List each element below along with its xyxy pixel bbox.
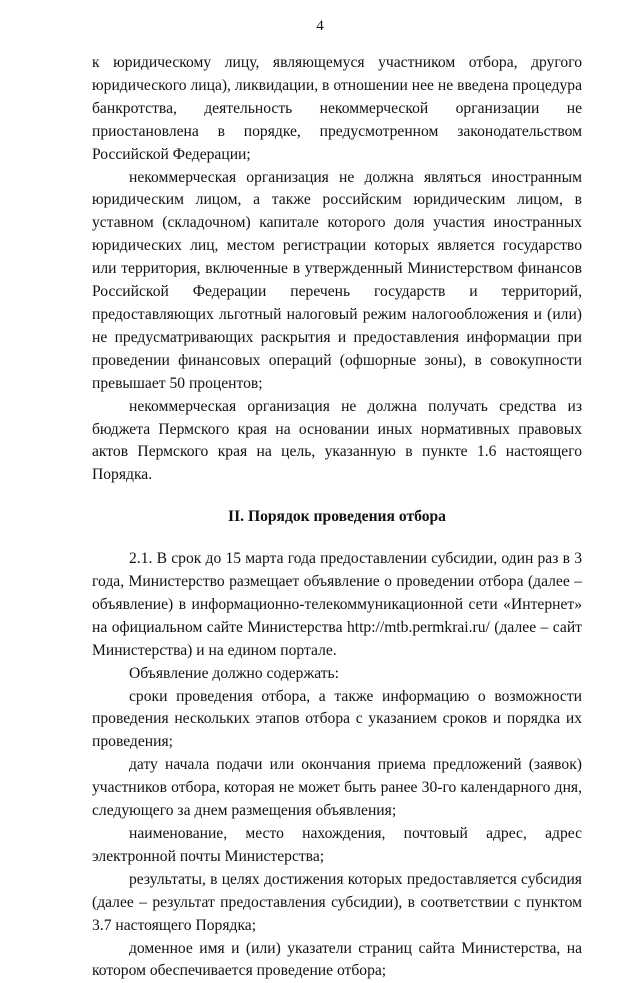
paragraph-2-1-announcement: 2.1. В срок до 15 марта года предоставлении субсидии, один раз в 3 года, Министерство размещает объявление о проведении отбора (далее – объявление) в информационно-телекоммуникационной сети «Интернет» на официальном сайте Министерства http://mtb.permkrai.ru/ (далее – сайт Министерства) и на едином портале. xyxy=(92,550,582,659)
paragraph-budget-funds-requirement: некоммерческая организация не должна получать средства из бюджета Пермского края на основании иных нормативных правовых актов Пермского края на цель, указанную в пункте 1.6 настоящего Порядка. xyxy=(92,397,582,484)
page-number: 4 xyxy=(316,18,324,34)
paragraph-foreign-entity-requirement: некоммерческая организация не должна являться иностранным юридическим лицом, а также российским юридическим лицом, в уставном (складочном) капитале которого доля участия иностранных юридических лиц, местом регистрации которых является государство или территория, включенные в утвержденный Министерством финансов Российской Федерации перечень государств и территорий, предоставляющих льготный налоговый режим налогообложения и (или) не предусматривающих раскрытия и предоставления информации при проведении финансовых операций (офшорные зоны), в совокупности превышает 50 процентов; xyxy=(92,168,582,392)
list-item-ministry-address: наименование, место нахождения, почтовый адрес, адрес электронной почты Министерства; xyxy=(92,825,582,865)
document-body xyxy=(92,52,582,983)
list-item-subsidy-results: результаты, в целях достижения которых предоставляется субсидия (далее – результат предоставления субсидии), в соответствии с пунктом 3.7 настоящего Порядка; xyxy=(92,870,582,934)
paragraph-continuation: к юридическому лицу, являющемуся участником отбора, другого юридического лица), ликвидации, в отношении нее не введена процедура банкротства, деятельность некоммерческой организации не приостановлена в порядке, предусмотренном законодательством Российской Федерации; xyxy=(92,54,582,163)
list-item-selection-terms: сроки проведения отбора, а также информацию о возможности проведения нескольких этапов отбора с указанием сроков и порядка их проведения; xyxy=(92,687,582,751)
paragraph-announcement-contents-intro: Объявление должно содержать: xyxy=(129,664,340,682)
section-heading: II. Порядок проведения отбора xyxy=(228,508,446,526)
list-item-submission-dates: дату начала подачи или окончания приема предложений (заявок) участников отбора, которая не может быть ранее 30-го календарного дня, следующего за днем размещения объявления; xyxy=(92,756,582,820)
list-item-domain-name: доменное имя и (или) указатели страниц сайта Министерства, на котором обеспечивается проведение отбора; xyxy=(92,939,582,980)
